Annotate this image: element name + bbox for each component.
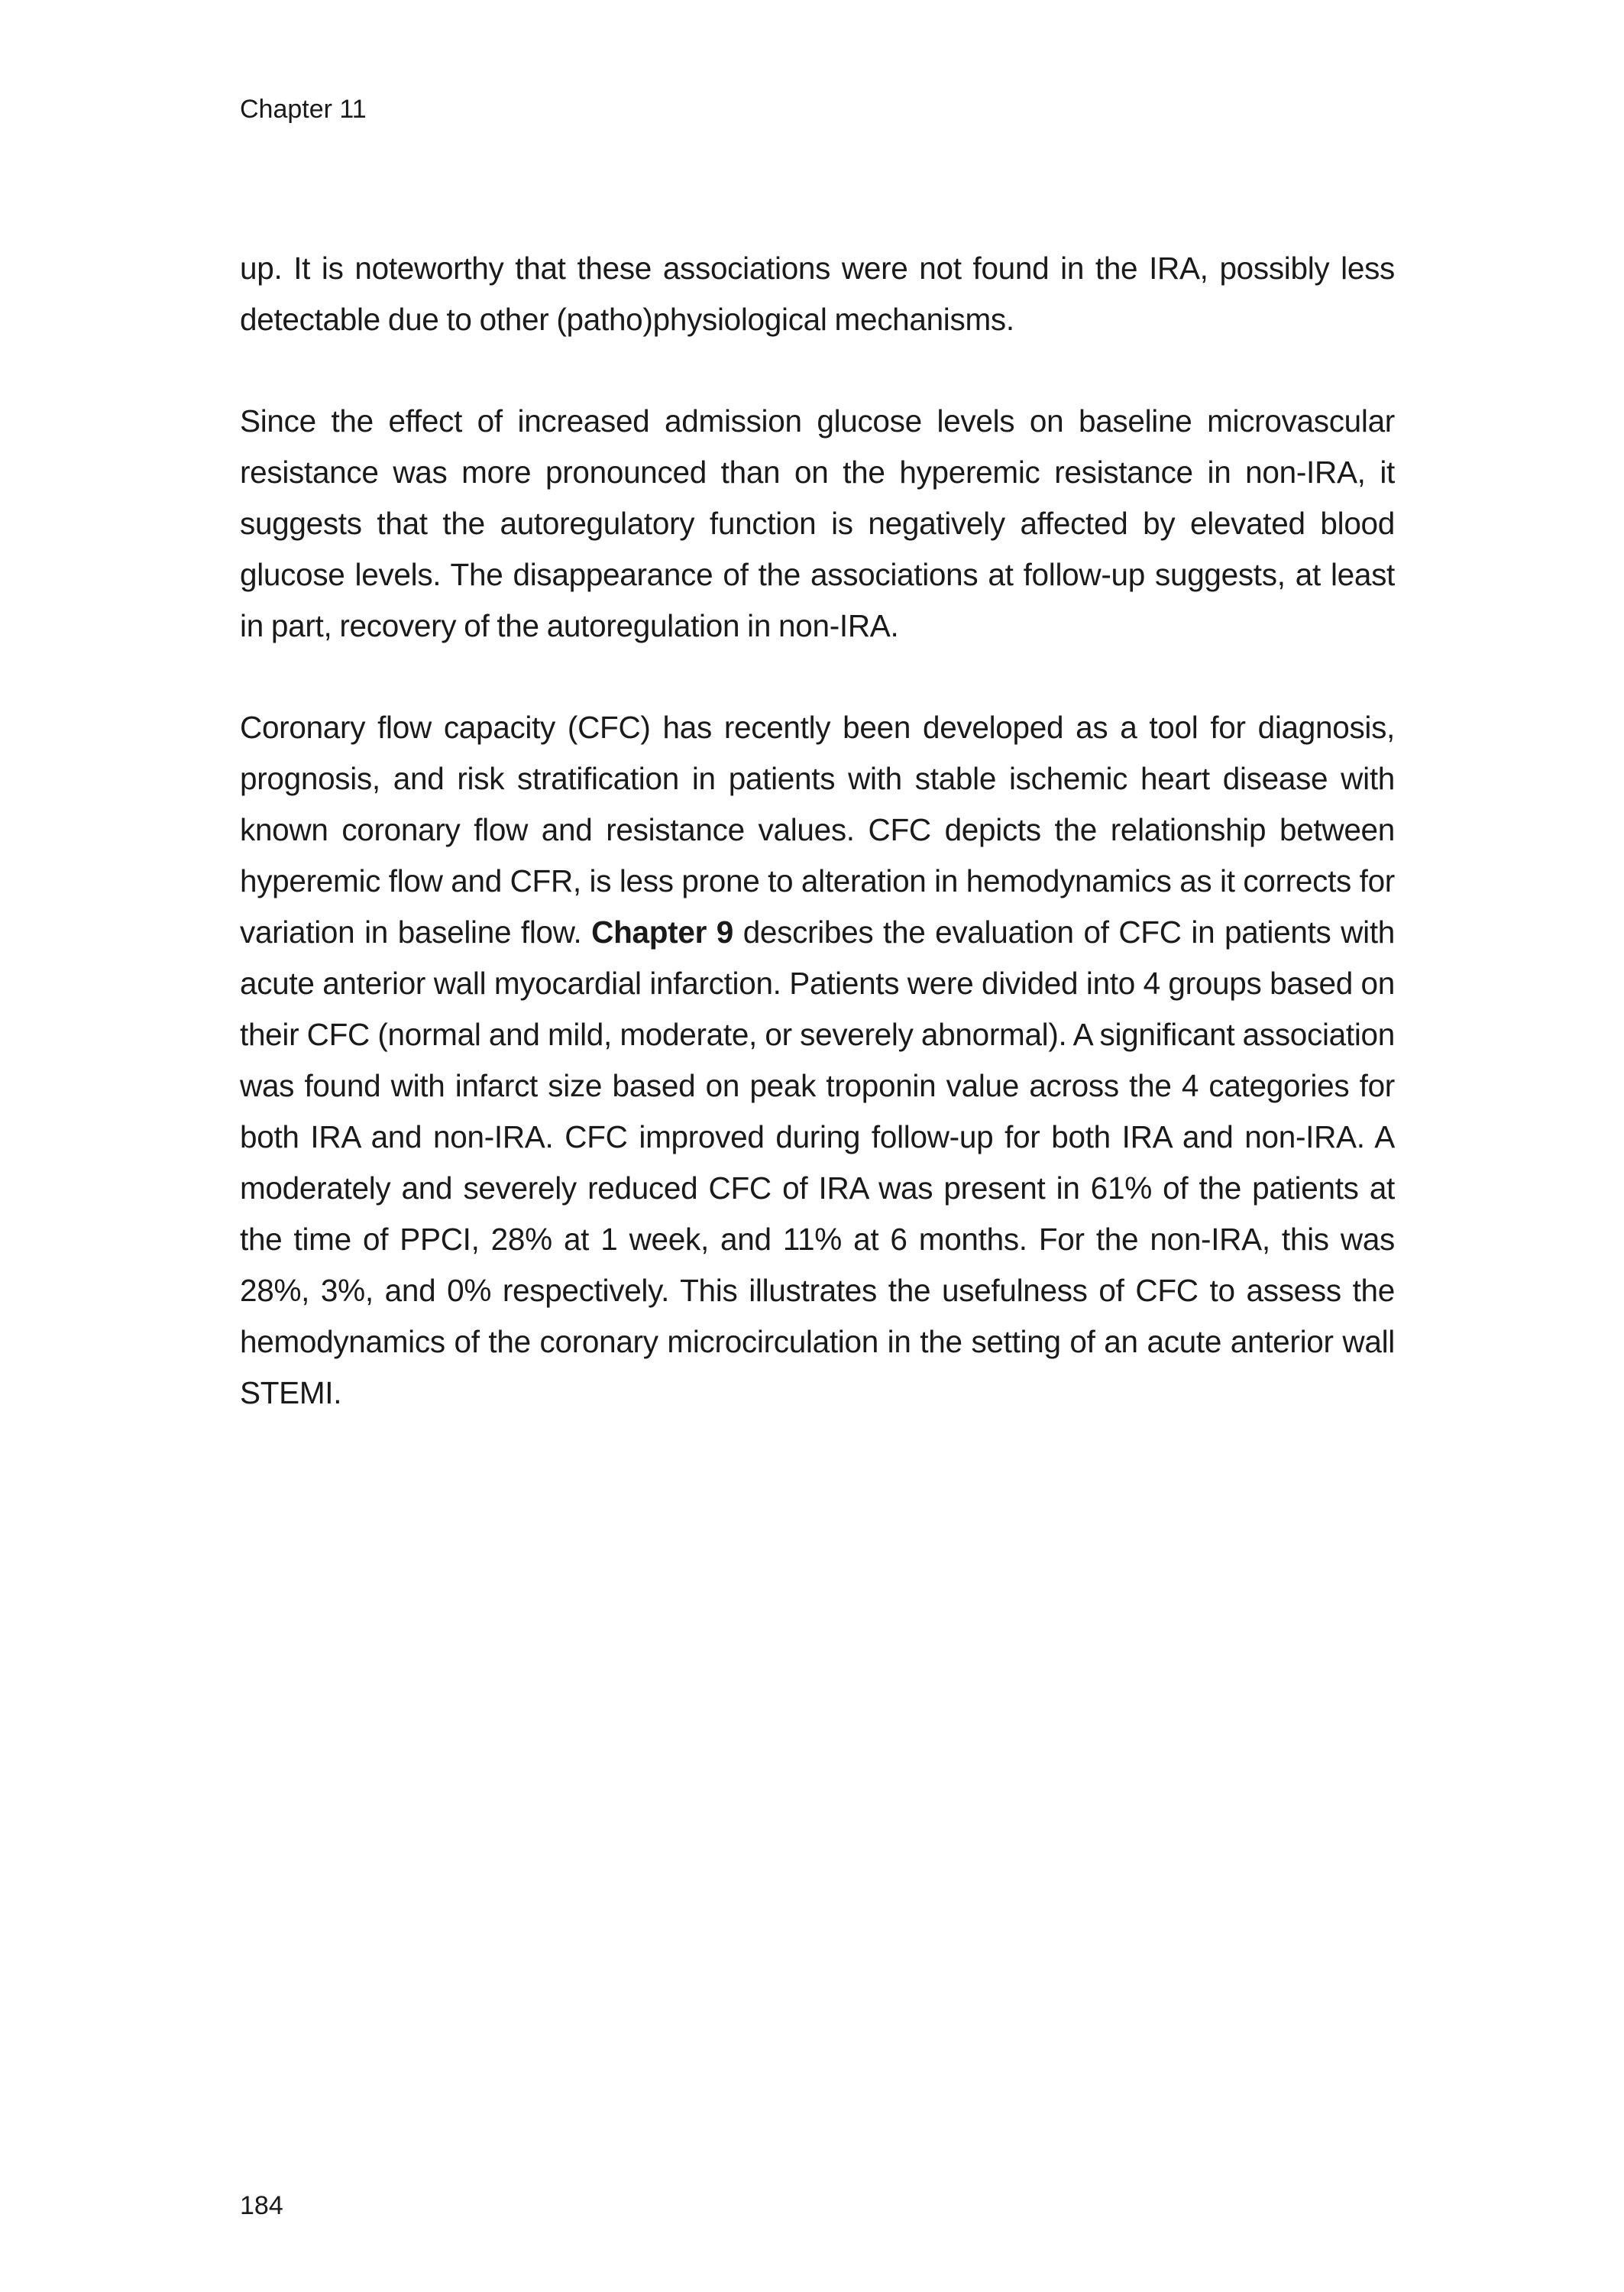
paragraph-2: Since the effect of increased admission glucose levels on baseline microvascular resistance was more pronounced than on the hyperemic resistance in non-IRA, it suggests that the autoregulatory function is negatively affected by elevated blood glucose levels. The disappearance of the associations at follow-up suggests, at least in part, recovery of the autoregulation in non-IRA.	[240, 403, 1395, 643]
paragraph-3	[240, 702, 1395, 1419]
paragraph-3-part-2: describes the evaluation of CFC in patients with acute anterior wall myocardial infarction. Patients were divided into 4 groups based on their CFC (normal and mild, moderate, or severely abnormal). A significant association was found with infarct size based on peak troponin value across the 4 categories for both IRA and non-IRA. CFC improved during follow-up for both IRA and non-IRA. A moderately and severely reduced CFC of IRA was present in 61% of the patients at the time of PPCI, 28% at 1 week, and 11% at 6 months. For the non-IRA, this was 28%, 3%, and 0% respectively. This illustrates the usefulness of CFC to assess the hemodynamics of the coronary microcirculation in the setting of an acute anterior wall STEMI.	[240, 915, 1395, 1410]
paragraph-1: up. It is noteworthy that these associations were not found in the IRA, possibly less detectable due to other (patho)physiological mechanisms.	[240, 251, 1395, 337]
running-header: Chapter 11	[240, 95, 367, 124]
paragraph-3-part-1: Coronary flow capacity (CFC) has recently been developed as a tool for diagnosis, prognosis, and risk stratification in patients with stable ischemic heart disease with known coronary flow and resistance values. CFC depicts the relationship between hyperemic flow and CFR, is less prone to alteration in hemodynamics as it corrects for variation in baseline flow.	[240, 710, 1395, 950]
body-text	[240, 243, 1395, 1419]
page-number: 184	[240, 2191, 283, 2220]
chapter-reference: Chapter 9	[591, 915, 733, 950]
